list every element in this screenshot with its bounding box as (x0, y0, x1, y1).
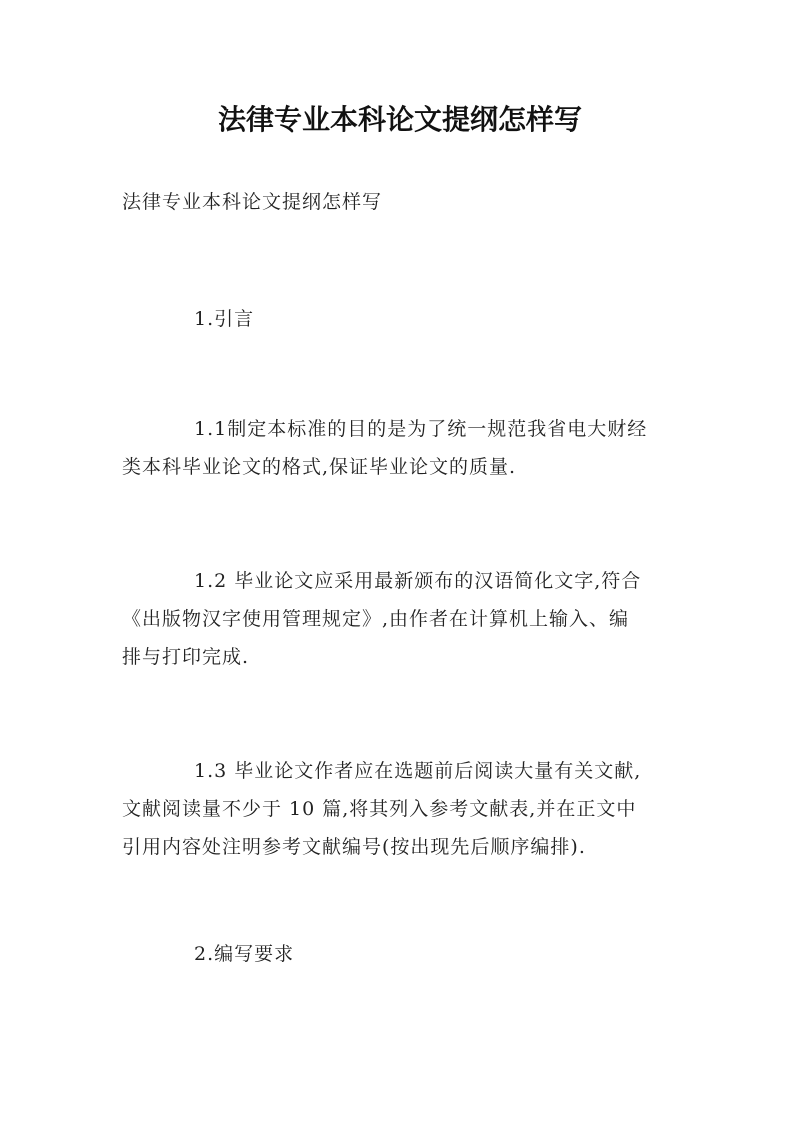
paragraph-1-3 (122, 752, 682, 866)
paragraph-line: 1.2 毕业论文应采用最新颁布的汉语简化文字,符合 (194, 570, 642, 592)
paragraph-line: 类本科毕业论文的格式,保证毕业论文的质量. (122, 456, 517, 478)
section-line: 2.编写要求 (194, 943, 295, 965)
subtitle-line (122, 183, 682, 221)
paragraph-line: 引用内容处注明参考文献编号(按出现先后顺序编排). (122, 836, 586, 858)
paragraph-line: 1.3 毕业论文作者应在选题前后阅读大量有关文献, (194, 760, 642, 782)
document-title: 法律专业本科论文提纲怎样写 (217, 103, 582, 136)
section-line: 1.引言 (194, 308, 255, 330)
section-heading-introduction (122, 300, 682, 338)
section-heading-requirements (122, 935, 682, 973)
subtitle-line-text: 法律专业本科论文提纲怎样写 (122, 191, 383, 213)
paragraph-line: 1.1制定本标准的目的是为了统一规范我省电大财经 (194, 418, 648, 440)
paragraph-line: 《出版物汉字使用管理规定》,由作者在计算机上输入、编 (122, 608, 630, 630)
paragraph-1-1 (122, 410, 682, 486)
paragraph-line: 排与打印完成. (122, 646, 250, 668)
paragraph-1-2 (122, 562, 682, 676)
paragraph-line: 文献阅读量不少于 10 篇,将其列入参考文献表,并在正文中 (122, 798, 637, 820)
